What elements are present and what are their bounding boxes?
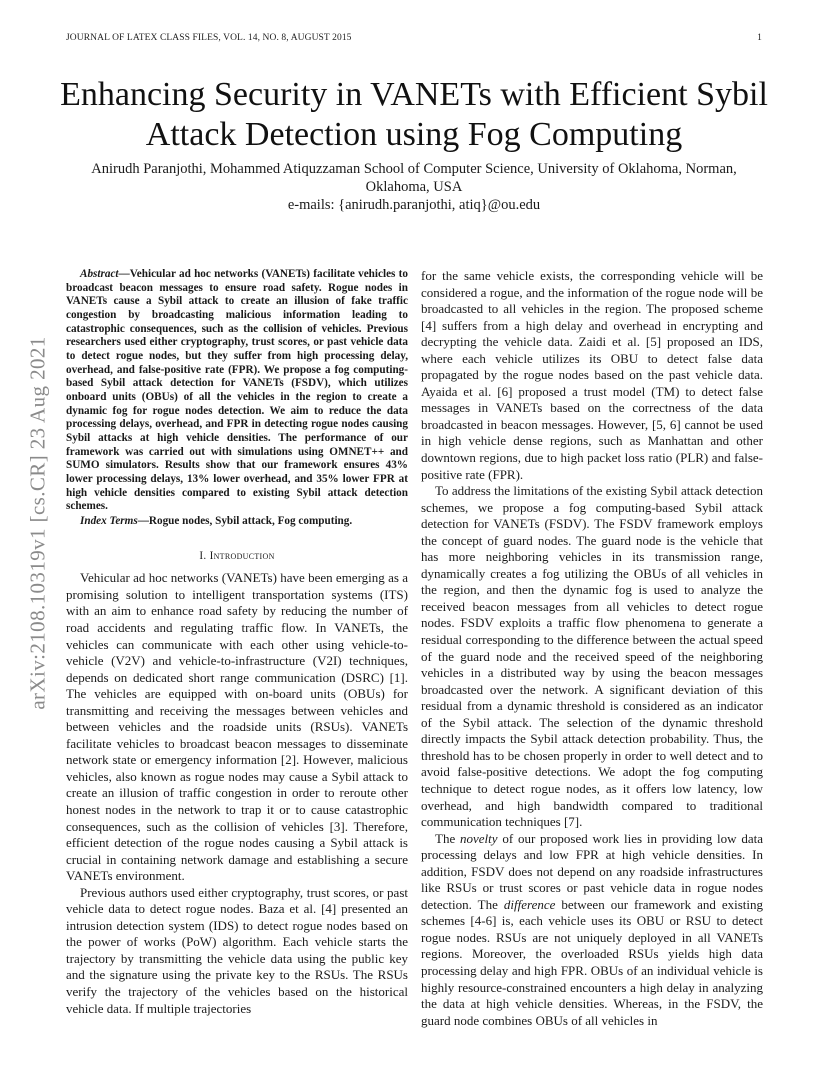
title-line-2: Attack Detection using Fog Computing	[145, 116, 683, 153]
intro-paragraph-2-continued: for the same vehicle exists, the corresponding vehicle will be considered a rogue, and the information of the rogue node will be broadcasted to all vehicles in the region. The proposed scheme [4] suffers from a high delay and overhead in encrypting and decrypting the vehicle data. Zaidi et al. [5] proposed an IDS, where each vehicle utilizes its OBU to detect false data propagated by the rogue nodes based on the past vehicle data. Ayaida et al. [6] proposed a trust model (TM) to detect false messages in VANETs based on the correctness of the data broadcasted in beacon messages. However, [5, 6] cannot be used in high vehicle dense regions, such as Manhattan and other downtown regions, due to high packet loss ratio (PLR) and false-positive rate (FPR).	[421, 268, 763, 482]
intro-paragraph-2: Previous authors used either cryptography, trust scores, or past vehicle data to detect rogue nodes. Baza et al. [4] presented an intrusion detection system (IDS) to detect rogue nodes based on the power of works (PoW) algorithm. Each vehicle starts the trajectory by transmitting the vehicle data using the public key and the signature using the private key to the RSUs. The RSUs verify the trajectory of the vehicles based on the historical vehicle data. If multiple trajectories	[66, 884, 408, 1016]
index-terms-text: —Rogue nodes, Sybil attack, Fog computing.	[137, 514, 353, 527]
title-line-1: Enhancing Security in VANETs with Efficient Sybil	[60, 76, 768, 113]
emphasis-difference: difference	[503, 896, 556, 912]
authors-line-2: Oklahoma, USA	[365, 179, 463, 195]
arxiv-stamp	[18, 283, 58, 763]
paper-title	[40, 75, 788, 155]
author-block	[60, 160, 768, 196]
section-title: Introduction	[209, 549, 275, 562]
emphasis-novelty: novelty	[460, 830, 498, 846]
intro-paragraph-1: Vehicular ad hoc networks (VANETs) have been emerging as a promising solution to intelligent transportation systems (ITS) with an aim to enhance road safety by reducing the number of road accidents and regulating traffic flow. In VANETs, the vehicles can communicate with each other using vehicle-to-vehicle (V2V) and vehicle-to-infrastructure (V2I) techniques, depends on dedicated short range communication (DSRC) [1]. The vehicles are equipped with on-board units (OBUs) for transmitting and receiving the messages between vehicles and between vehicles and the roadside units (RSUs). VANETs facilitate vehicles to broadcast beacon messages to disseminate network state or emergency information [2]. However, malicious vehicles, also known as rogue nodes may cause a Sybil attack to create an illusion of traffic congestion in order to reroute other honest nodes in the network to trap it or to cause catastrophic consequences, such as the collision of vehicles [3]. Therefore, efficient detection of the rogue nodes causing a Sybil attack is crucial in containing network damage and establishing a secure VANETs environment.	[66, 570, 408, 884]
intro-paragraph-3: To address the limitations of the existing Sybil attack detection schemes, we propose a fog computing-based Sybil attack detection for VANETs (FSDV). The FSDV framework employs the concept of guard nodes. The guard node is the vehicle that has more neighboring vehicles in its transmission range, dynamically creates a fog utilizing the OBUs of all vehicles in the region, and then the dynamic fog is used to analyze the received beacon messages from all vehicles to detect rogue nodes. FSDV exploits a traffic flow phenomena to generate a residual corresponding to the difference between the actual speed of the guard node and the received speed of the neighboring vehicles in a distributed way by using the beacon messages broadcasted over the network. A significant deviation of this residual from a dynamic threshold is considered as an indicator of the Sybil attack. The selection of the dynamic threshold directly impacts the Sybil attack detection probability. Thus, the threshold has to be chosen properly in order to well detect and to avoid false-positive detections. We adopt the fog computing technique to detect rogue nodes, as it offers low latency, low overhead, and high bandwidth compared to traditional communication techniques [7].	[421, 483, 763, 830]
index-terms-label: Index Terms	[80, 514, 138, 527]
page-number: 1	[757, 33, 762, 43]
arxiv-stamp-text: arXiv:2108.10319v1 [cs.CR] 23 Aug 2021	[25, 336, 50, 710]
abstract-text: —Vehicular ad hoc networks (VANETs) facilitate vehicles to broadcast beacon messages to ensure road safety. Rogue nodes in VANETs cause a Sybil attack to create an illusion of fake traffic congestion by broadcasting malicious information leading to catastrophic consequences, such as the collision of vehicles. Previous researchers used either cryptography, trust scores, or past vehicle data to detect rogue nodes, but they suffer from high processing delay, overhead, and false-positive rate (FPR). We propose a fog computing-based Sybil attack detection for VANETs (FSDV), which utilizes onboard units (OBUs) of all the vehicles in the region to create a dynamic fog for rogue nodes detection. We aim to reduce the data processing delays, overhead, and FPR in detecting rogue nodes causing Sybil attacks at high vehicle densities. The performance of our framework was carried out with simulations using OMNET++ and SUMO simulators. Results show that our framework ensures 43% lower processing delays, 13% lower overhead, and 35% lower FPR at high vehicle densities compared to existing Sybil attack detection schemes.	[66, 268, 408, 513]
right-column	[421, 268, 763, 1029]
section-heading-introduction: I. Introduction	[199, 549, 275, 562]
journal-header: JOURNAL OF LATEX CLASS FILES, VOL. 14, NO. 8, AUGUST 2015	[66, 33, 352, 43]
author-emails: e-mails: {anirudh.paranjothi, atiq}@ou.edu	[287, 197, 541, 213]
left-column	[66, 268, 408, 1017]
index-terms	[66, 514, 408, 528]
abstract-label: Abstract	[80, 268, 119, 280]
intro-paragraph-4: The novelty of our proposed work lies in providing low data processing delays and low FPR at high vehicle densities. In addition, FSDV does not depend on any roadside infrastructures like RSUs or trust scores or past vehicle data in rogue nodes detection. The difference between our framework and existing schemes [4-6] is, each vehicle uses its OBU or RSU to detect rogue nodes. RSUs are not uniquely deployed in all VANETs regions. Moreover, the overloaded RSUs yields high data processing delay and high FPR. OBUs of an individual vehicle is highly resource-constrained encounters a high delay in analyzing the data at high vehicle densities. Whereas, in the FSDV, the guard node combines OBUs of all vehicles in	[421, 830, 764, 1028]
abstract	[66, 268, 408, 514]
authors-line-1: Anirudh Paranjothi, Mohammed Atiquzzaman School of Computer Science, University of Oklahoma, Norman,	[91, 161, 737, 177]
